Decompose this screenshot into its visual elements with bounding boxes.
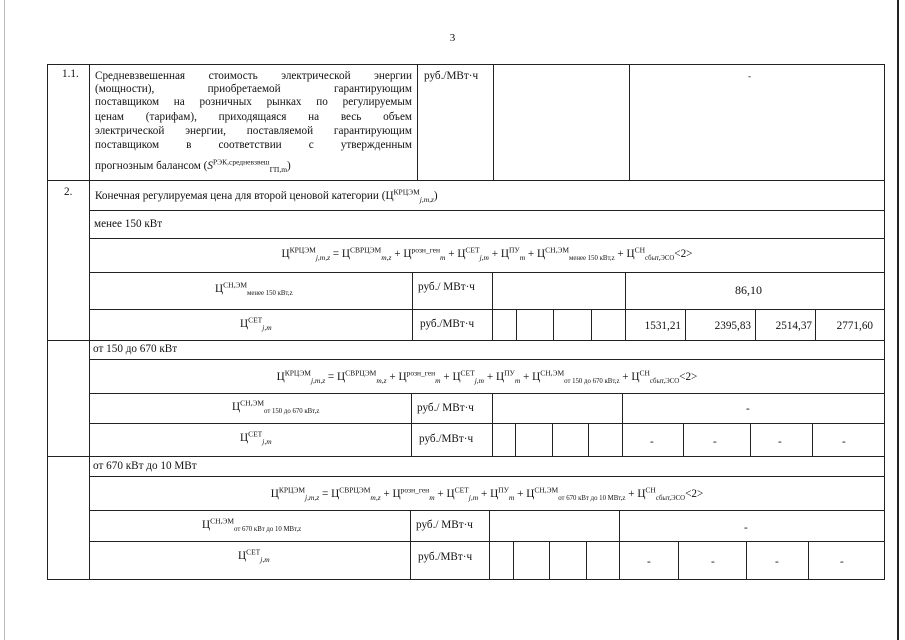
rule-g3-s5 xyxy=(746,541,747,579)
group-2-set-value-1: - xyxy=(650,436,654,448)
row-1-1-desc-line-5: электрической энергии, поставляемой гарантирующим xyxy=(95,125,412,137)
rule-g3-val xyxy=(489,510,490,579)
group-1-formula: $Ц^{КРЦЭМ}_{j,m,z} = Ц^{СВРЦЭМ}_{m,z} + Ц^{розн\_ген}_m + Ц^{СЕТ}_{j,m} + Ц^{ПУ}_m + Ц^{СН,ЭМ}_{менее 150 кВт,z} + Ц^{СН}_{сбыт,ЭСО}<2>$ xyxy=(281,245,693,263)
group-1-set-unit: руб./МВт·ч xyxy=(420,318,475,330)
group-1-set-value-2: 2395,83 xyxy=(714,320,751,332)
group-2-sn-symbol: $Ц^{СН,ЭМ}_{от 150 до 670 кВт,z}$ xyxy=(232,398,320,416)
rule-g3-s2 xyxy=(549,541,550,579)
group-3-set-value-4: - xyxy=(840,556,844,568)
row-2-title: Конечная регулируемая цена для второй ценовой категории $(Ц^{КРЦЭМ}_{j,m,z})$ xyxy=(95,187,438,205)
group-3-set-unit: руб./МВт·ч xyxy=(418,551,473,563)
row-1-1-desc-line-4: ценам (тарифам), приходящаяся на весь объем xyxy=(95,111,412,123)
row-1-1-number: 1.1. xyxy=(62,68,79,80)
rule-g2-val xyxy=(492,393,493,456)
rule-g2-unit xyxy=(411,393,412,456)
row-1-1-desc-line-1: Средневзвешенная стоимость электрической энергии xyxy=(95,70,412,82)
group-3-set-value-1: - xyxy=(647,556,651,568)
group-2-sn-value: - xyxy=(746,403,750,415)
row-1-1-unit: руб./МВт·ч xyxy=(424,70,479,82)
row-1-1-desc-line-7: прогнозным балансом $(S^{РЭК,средневзвеш}_{ГП,m})$ xyxy=(95,157,291,175)
row-2-number: 2. xyxy=(64,186,73,198)
rule-r11-mid1 xyxy=(493,64,494,180)
group-3-label: от 670 кВт до 10 МВт xyxy=(93,460,197,472)
group-3-sn-value: - xyxy=(744,522,748,534)
group-1-set-value-3: 2514,37 xyxy=(775,320,812,332)
page-edge-left xyxy=(4,0,5,640)
group-1-sn-symbol: $Ц^{СН,ЭМ}_{менее 150 кВт,z}$ xyxy=(215,280,293,298)
rule-g2-s3 xyxy=(588,423,589,456)
rule-g2-s1 xyxy=(515,423,516,456)
rule-g1-s2 xyxy=(553,309,554,340)
rule-g3-sn-bottom xyxy=(89,541,885,542)
group-1-label: менее 150 кВт xyxy=(94,218,163,230)
rule-g1-unit xyxy=(412,272,413,340)
rule-g1-s3 xyxy=(591,309,592,340)
rule-g3-label-bottom xyxy=(89,476,885,477)
rule-g2-label-bottom xyxy=(89,359,885,360)
rule-g3-formula-bottom xyxy=(89,510,885,511)
group-3-set-value-3: - xyxy=(775,556,779,568)
group-1-set-value-1: 1531,21 xyxy=(644,320,681,332)
page-edge-right xyxy=(897,0,899,640)
rule-g3-s1 xyxy=(513,541,514,579)
group-3-sn-unit: руб./ МВт·ч xyxy=(416,519,473,531)
group-2-set-value-2: - xyxy=(713,436,717,448)
page-number: 3 xyxy=(449,32,456,44)
rule-g2-sn-bottom xyxy=(89,423,885,424)
rule-g1-set-bottom xyxy=(47,340,885,341)
group-2-set-unit: руб./МВт·ч xyxy=(419,433,474,445)
rule-g3-unit xyxy=(410,510,411,579)
group-3-set-value-2: - xyxy=(711,556,715,568)
group-2-set-value-4: - xyxy=(842,436,846,448)
rule-g3-sn-split xyxy=(619,510,620,579)
rule-g1-val xyxy=(492,272,493,340)
group-2-label: от 150 до 670 кВт xyxy=(93,343,178,355)
group-3-set-symbol: $Ц^{СЕТ}_{j,m}$ xyxy=(238,547,270,565)
group-3-formula: $Ц^{КРЦЭМ}_{j,m,z} = Ц^{СВРЦЭМ}_{m,z} + Ц^{розн\_ген}_m + Ц^{СЕТ}_{j,m} + Ц^{ПУ}_m + Ц^{СН,ЭМ}_{от 670 кВт до 10 МВт,z} + Ц^{СН}_{сбыт,ЭСО}<2>$ xyxy=(270,485,704,503)
rule-g2-s4 xyxy=(683,423,684,456)
group-1-sn-value: 86,10 xyxy=(735,283,762,297)
row-1-1-desc-line-2: (мощности), приобретаемой гарантирующим xyxy=(95,83,412,95)
group-2-set-symbol: $Ц^{СЕТ}_{j,m}$ xyxy=(240,429,272,447)
group-1-set-value-4: 2771,60 xyxy=(836,320,873,332)
group-1-sn-unit: руб./ МВт·ч xyxy=(418,281,475,293)
rule-g3-s3 xyxy=(586,541,587,579)
group-2-sn-unit: руб./ МВт·ч xyxy=(417,402,474,414)
rule-g2-formula-bottom xyxy=(89,393,885,394)
group-2-formula: $Ц^{КРЦЭМ}_{j,m,z} = Ц^{СВРЦЭМ}_{m,z} + Ц^{розн\_ген}_m + Ц^{СЕТ}_{j,m} + Ц^{ПУ}_m + Ц^{СН,ЭМ}_{от 150 до 670 кВт,z} + Ц^{СН}_{сбыт,ЭСО}<2>$ xyxy=(276,368,698,386)
rule-r11-unit xyxy=(417,64,418,180)
rule-g3-s6 xyxy=(808,541,809,579)
rule-r11-mid2 xyxy=(629,64,630,180)
rule-row-2-top xyxy=(47,180,885,181)
rule-g2-s6 xyxy=(812,423,813,456)
rule-g1-label2-bottom xyxy=(89,238,885,239)
group-2-set-value-3: - xyxy=(778,436,782,448)
row-1-1-desc-line-6: поставщиком в соответствии с утвержденным xyxy=(95,139,412,151)
row-1-1-value: - xyxy=(748,71,751,81)
rule-g3-s4 xyxy=(678,541,679,579)
rule-g2-s5 xyxy=(750,423,751,456)
row-1-1-desc-line-3: поставщиком на розничных рынках по регулируемым xyxy=(95,96,412,108)
rule-num-col xyxy=(89,64,90,579)
rule-g1-sn-bottom xyxy=(89,309,885,310)
rule-g1-formula-bottom xyxy=(89,272,885,273)
rule-g1-s1 xyxy=(516,309,517,340)
group-1-set-symbol: $Ц^{СЕТ}_{j,m}$ xyxy=(240,315,272,333)
group-3-sn-symbol: $Ц^{СН,ЭМ}_{от 670 кВт до 10 МВт,z}$ xyxy=(202,516,302,534)
rule-g2-set-bottom xyxy=(47,456,885,457)
rule-g1-label-bottom xyxy=(89,210,885,211)
rule-g2-sn-split xyxy=(622,393,623,456)
rule-g2-s2 xyxy=(552,423,553,456)
